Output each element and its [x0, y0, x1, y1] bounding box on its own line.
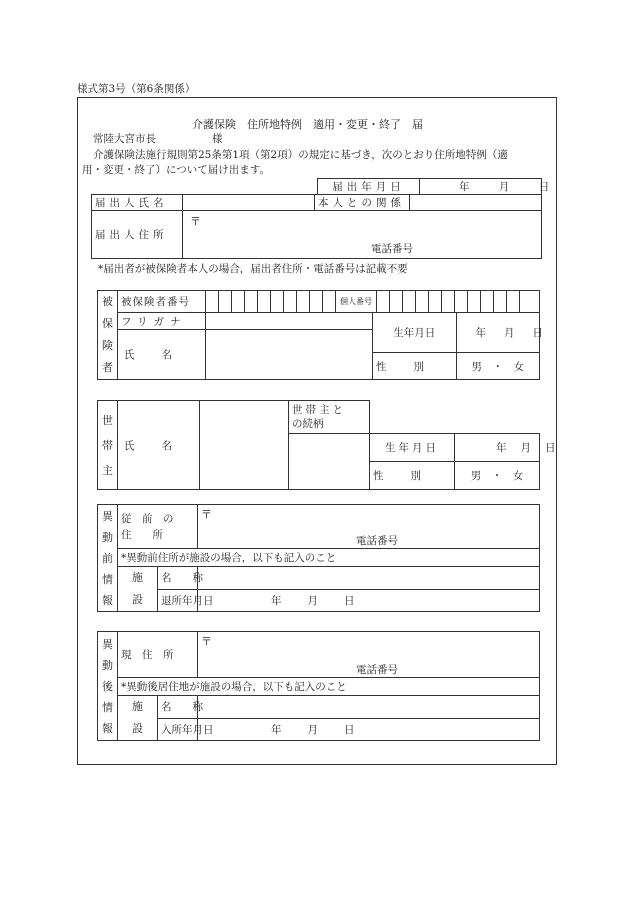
current-address-label: 現 住 所	[118, 632, 198, 678]
insured-sex-field[interactable]: 男 ・ 女	[456, 353, 540, 380]
notifier-address-field[interactable]	[183, 211, 542, 259]
note-before: *異動前住所が施設の場合，以下も記入のこと	[118, 549, 540, 567]
move-in-date-field[interactable]: 年 月 日	[198, 718, 540, 741]
form-title: 介護保険 住所地特例 適用・変更・終了 届	[192, 118, 423, 131]
householder-birth-label: 生年月日	[370, 434, 455, 462]
intro-line-1: 介護保険法施行規則第25条第1項（第2項）の規定に基づき，次のとおり住所地特例（適	[93, 149, 508, 161]
move-out-date-field[interactable]: 年 月 日	[198, 589, 540, 612]
birth-date-label: 生年月日	[373, 313, 457, 353]
date-table	[317, 178, 550, 195]
current-phone-label: 電話番号	[356, 664, 398, 676]
insured-sex-label: 性 別	[373, 353, 457, 380]
note-notifier: *届出者が被保険者本人の場合，届出者住所・電話番号は記載不要	[98, 263, 408, 275]
relationship-label: 本人との関係	[315, 195, 410, 211]
prev-address-label: 従 前 の 住 所	[118, 505, 198, 549]
phone-label: 電話番号	[371, 243, 413, 255]
relation-householder-label: 世帯主と の続柄	[289, 401, 370, 434]
intro-line-2: 用・変更・終了）について届け出ます。	[82, 164, 270, 176]
notifier-table	[91, 194, 542, 259]
notifier-name-field[interactable]	[183, 195, 315, 211]
form-number: 様式第3号（第6条関係）	[77, 83, 196, 95]
after-move-table	[97, 631, 540, 741]
date-field[interactable]: 年 月 日	[420, 179, 542, 195]
birth-date-field[interactable]: 年 月 日	[456, 313, 540, 353]
move-out-date-label: 退所年月日	[158, 589, 198, 612]
facility-name-field-before[interactable]	[198, 567, 540, 590]
date-label: 届出年月日	[318, 179, 420, 195]
prev-phone-label: 電話番号	[356, 535, 398, 547]
insured-table	[97, 290, 543, 380]
householder-birth-field[interactable]: 年 月 日	[455, 434, 540, 462]
insured-name-field[interactable]	[206, 330, 373, 380]
facility-name-label-after: 名 称	[158, 696, 198, 719]
after-vertical-label: 異 動 後 情 報	[98, 632, 118, 741]
relationship-field[interactable]	[410, 195, 542, 211]
before-move-table	[97, 504, 540, 612]
addressee: 常陸大宮市長	[93, 133, 156, 145]
furigana-label: フリガナ	[118, 313, 206, 330]
relation-householder-field[interactable]	[289, 434, 370, 490]
householder-vertical-label: 世 帯 主	[98, 401, 118, 490]
note-after: *異動後居住地が施設の場合，以下も記入のこと	[118, 678, 540, 696]
householder-table	[97, 400, 556, 490]
householder-sex-label: 性 別	[370, 462, 455, 490]
insured-number-field[interactable]	[206, 291, 540, 313]
householder-name-field[interactable]	[200, 401, 289, 490]
notifier-address-label: 届出人住所	[92, 211, 183, 259]
facility-label-after: 施 設	[118, 696, 158, 741]
facility-name-field-after[interactable]	[198, 696, 540, 719]
before-vertical-label: 異 動 前 情 報	[98, 505, 118, 612]
current-address-field[interactable]: 〒 電話番号	[198, 632, 540, 678]
insured-vertical-label: 被 保 険 者	[98, 291, 118, 380]
insured-number-label: 被保険者番号	[118, 291, 206, 313]
insured-name-label: 氏 名	[118, 330, 206, 380]
facility-label-before: 施 設	[118, 567, 158, 612]
furigana-field[interactable]	[206, 313, 373, 330]
postal-mark: 〒	[190, 215, 201, 228]
move-in-date-label: 入所年月日	[158, 718, 198, 741]
honorific: 様	[212, 133, 223, 145]
personal-number-label: 個人番号	[336, 291, 377, 312]
householder-name-label: 氏 名	[118, 401, 200, 490]
facility-name-label-before: 名 称	[158, 567, 198, 590]
householder-sex-field[interactable]: 男 ・ 女	[455, 462, 540, 490]
notifier-name-label: 届出人氏名	[92, 195, 183, 211]
prev-address-field[interactable]: 〒 電話番号	[198, 505, 540, 549]
